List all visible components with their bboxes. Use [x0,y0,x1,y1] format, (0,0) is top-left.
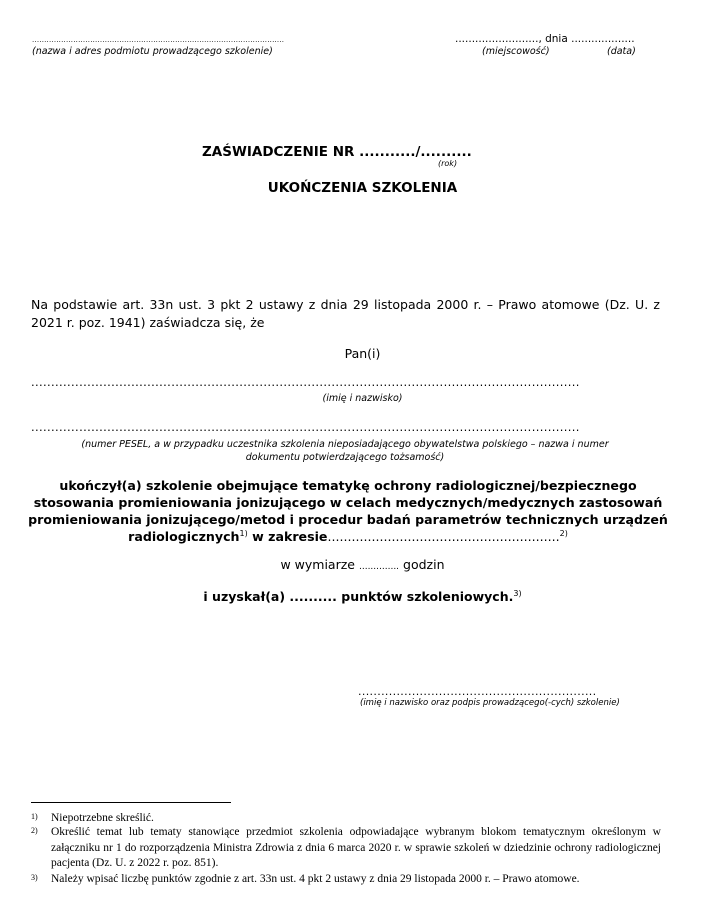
footnote-1 [31,811,661,825]
date-label: (data) [607,46,636,57]
footnote-divider [31,802,231,803]
issuer-dots: ........................................................................................................ [32,36,285,44]
hours-dots: .............. [358,562,400,572]
certificate-subtitle: UKOŃCZENIA SZKOLENIA [267,180,458,196]
footnote-ref-2: 2) [559,528,568,538]
signature-label: (imię i nazwisko oraz podpis prowadzącego(-cych) szkolenie) [360,698,620,708]
points-text: i uzyskał(a) .......... punktów szkoleniowych. [203,589,514,604]
pesel-dots: ......................................................................................................................................... [31,420,580,434]
footnote-3-number: 3) [31,873,38,882]
intro-paragraph: Na podstawie art. 33n ust. 3 pkt 2 ustawy z dnia 29 listopada 2000 r. – Prawo atomowe (Dz. U. z 2021 r. poz. 1941) zaświadcza się, że [31,297,660,330]
scope-label: w zakresie [252,529,328,544]
issuer-label: (nazwa i adres podmiotu prowadzącego szkolenie) [32,46,273,57]
points-line [0,588,725,606]
hours-suffix: godzin [403,557,445,572]
footnote-1-text: Niepotrzebne skreślić. [51,812,154,824]
pan-label: Pan(i) [344,346,381,361]
pesel-label: (numer PESEL, a w przypadku uczestnika szkolenia nieposiadającego obywatelstwa polskiego – nazwa i numer dokumentu potwierdzającego tożsamość) [81,439,609,463]
completed-statement [28,477,668,545]
hours-line [0,556,725,576]
footnote-2-text: Określić temat lub tematy stanowiące przedmiot szkolenia odpowiadające wybranym blokom tematycznym określonym w załączniku nr 1 do rozporządzenia Ministra Zdrowia z dnia 6 marca 2020 r. w sprawie szkoleń w dziedzinie ochrony radiologicznej pacjenta (Dz. U. z 2022 r. poz. 851). [51,826,661,869]
footnote-3 [31,872,661,888]
footnote-3-text: Należy wpisać liczbę punktów zgodnie z art. 33n ust. 4 pkt 2 ustawy z dnia 29 listopada 2000 r. – Prawo atomowe. [51,873,580,885]
footnote-2 [31,825,661,873]
year-label: (rok) [438,159,458,168]
signature-dots: .............................................................. [358,685,597,698]
name-label: (imię i nazwisko) [322,393,403,404]
completed-text: ukończył(a) szkolenie obejmujące tematykę ochrony radiologicznej/bezpiecznego stosowania promieniowania jonizującego w celach medycznych/medycznych zastosowań promieniowania jonizującego/metod i procedur badań parametrów technicznych urządzeń radiologicznych [28,478,668,544]
footnote-1-number: 1) [31,812,38,821]
footnote-ref-1: 1) [239,528,248,538]
place-label: (miejscowość) [482,46,550,57]
scope-dots: .......................................................... [327,529,560,544]
footnote-2-number: 2) [31,826,38,835]
hours-prefix: w wymiarze [280,557,355,572]
certificate-title: ZAŚWIADCZENIE NR .........../.......... [202,144,472,160]
name-dots: ......................................................................................................................................... [31,375,580,389]
place-date-line: ........................., dnia ................... [455,33,635,45]
footnote-ref-3: 3) [513,588,522,598]
